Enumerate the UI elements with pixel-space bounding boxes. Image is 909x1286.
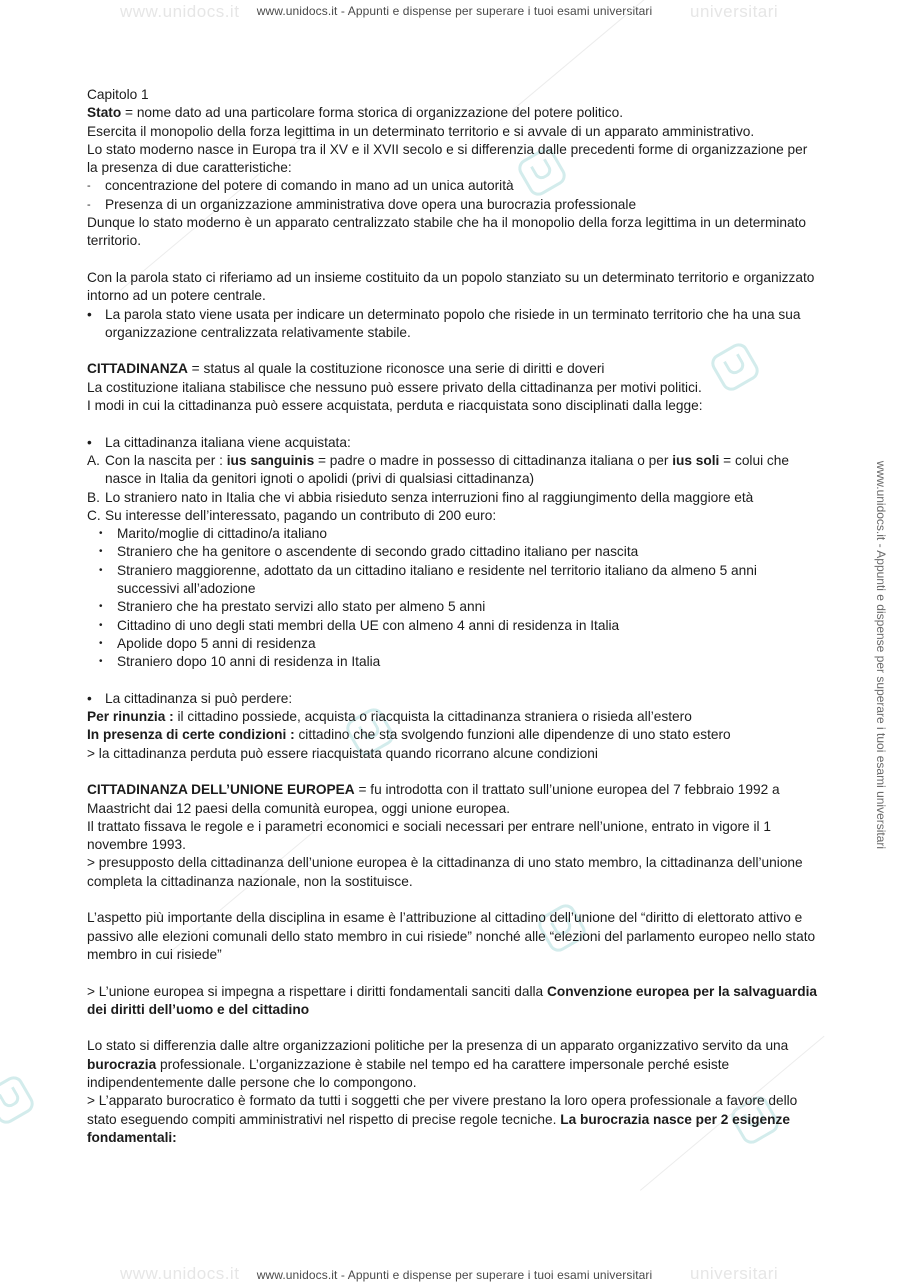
stato-text: = nome dato ad una particolare forma storica di organizzazione del potere politico.: [121, 105, 624, 121]
stato-term: Stato: [87, 105, 122, 121]
list-item-a: [87, 452, 817, 489]
paragraph: La costituzione italiana stabilisce che nessuno può essere privato della cittadinanza per motivi politici.: [87, 379, 702, 395]
apparato-text: > L’apparato burocratico è formato da tutti i soggetti che per vivere prestano la loro opera professionale a favore dello stato eseguendo compiti amministrativi nel rispetto di precise regole tecniche.: [87, 1093, 798, 1127]
sub-bullet-marker: •: [99, 546, 103, 558]
convenzione-term: Convenzione europea per la salvaguardia dei diritti dell’uomo e del cittadino: [87, 983, 817, 1017]
sub-list-item-text: Straniero che ha prestato servizi allo stato per almeno 5 anni: [117, 599, 486, 615]
ue-definition: [87, 781, 817, 818]
sub-list-item-text: Straniero che ha genitore o ascendente di secondo grado cittadino italiano per nascita: [117, 544, 639, 560]
letter-marker: C.: [87, 507, 101, 523]
list-item-text: Presenza di un organizzazione amministrativa dove opera una burocrazia professionale: [105, 196, 637, 212]
bullet-marker: •: [87, 306, 92, 322]
unidocs-logo-icon: [0, 1073, 37, 1128]
ghost-watermark-bottom-left: www.unidocs.it: [120, 1264, 240, 1283]
chapter-title: Capitolo 1: [87, 87, 149, 102]
list-item-text: La cittadinanza italiana viene acquistata:: [105, 434, 351, 450]
item-c-text: Su interesse dell’interessato, pagando un contributo di 200 euro:: [105, 507, 497, 523]
condizioni-text: cittadino che sta svolgendo funzioni alle dipendenze di uno stato estero: [294, 727, 731, 743]
sub-list-item-text: Straniero maggiorenne, adottato da un cittadino italiano e residente nel territorio italiano da almeno 5 anni successivi all’adozione: [117, 562, 757, 597]
convenzione-text: > L’unione europea si impegna a rispettare i diritti fondamentali sanciti dalla: [87, 983, 547, 999]
cittadinanza-term: CITTADINANZA: [87, 361, 188, 377]
bullet-marker: •: [87, 690, 92, 706]
convenzione-paragraph: [87, 983, 817, 1020]
bullet-marker: •: [87, 434, 92, 450]
ius-sanguinis-term: ius sanguinis: [226, 452, 315, 468]
list-item: [87, 306, 817, 343]
footer-watermark: www.unidocs.it - Appunti e dispense per superare i tuoi esami universitari: [256, 1268, 653, 1282]
esigenze-term: La burocrazia nasce per 2 esigenze fondamentali:: [87, 1111, 790, 1145]
ius-soli-term: ius soli: [672, 452, 720, 468]
ghost-watermark-top-left: www.unidocs.it: [120, 2, 240, 21]
stato-definition: [87, 104, 817, 122]
dash-marker: -: [87, 180, 91, 193]
sub-list-item: [87, 653, 817, 671]
item-a-text: = padre o madre in possesso di cittadinanza italiana o per: [314, 452, 673, 468]
sub-list-item: [87, 562, 817, 599]
burocrazia-text: professionale. L’organizzazione è stabile nel tempo ed ha carattere impersonale perché esiste indipendentemente dalle persone che lo compongono.: [87, 1056, 730, 1091]
list-item-text: La cittadinanza si può perdere:: [105, 690, 293, 706]
item-a-text: = colui che nasce in Italia da genitori ignoti o apolidi (privi di qualsiasi cittadinanza): [105, 452, 789, 487]
letter-marker: B.: [87, 489, 100, 505]
paragraph: > presupposto della cittadinanza dell’unione europea è la cittadinanza di uno stato membro, la cittadinanza dell’unione completa la cittadinanza nazionale, non la sostituisce.: [87, 855, 803, 889]
list-item-text: concentrazione del potere di comando in mano ad un unica autorità: [105, 178, 514, 194]
apparato-paragraph: [87, 1092, 817, 1147]
sub-list-item: [87, 525, 817, 543]
list-item-c: [87, 507, 817, 525]
list-item-b: [87, 489, 817, 507]
paragraph: I modi in cui la cittadinanza può essere acquistata, perduta e riacquistata sono disciplinati dalla legge:: [87, 398, 703, 414]
document-body: [87, 86, 817, 1147]
dash-marker: -: [87, 198, 91, 211]
item-b-text: Lo straniero nato in Italia che vi abbia risieduto senza interruzioni fino al raggiungimento della maggiore età: [105, 489, 754, 505]
sub-list-item: [87, 635, 817, 653]
sub-bullet-marker: •: [99, 637, 103, 649]
sub-bullet-marker: •: [99, 601, 103, 613]
paragraph: Con la parola stato ci riferiamo ad un insieme costituito da un popolo stanziato su un determinato territorio e organizzato intorno ad un potere centrale.: [87, 269, 815, 304]
cittadinanza-text: = status al quale la costituzione riconosce una serie di diritti e doveri: [187, 361, 605, 377]
paragraph: L’aspetto più importante della disciplina in esame è l’attribuzione al cittadino dell’unione del “diritto di elettorato attivo e passivo alle elezioni comunali dello stato membro in cui risiede” nonché alle “elezioni del parlamento europeo nello stato membro in cui risiede”: [87, 910, 816, 962]
sub-list-item: [87, 598, 817, 616]
condizioni-term: In presenza di certe condizioni :: [87, 727, 295, 743]
burocrazia-paragraph: [87, 1037, 817, 1092]
sub-bullet-marker: •: [99, 564, 103, 576]
paragraph: > la cittadinanza perduta può essere riacquistata quando ricorrano alcune condizioni: [87, 745, 598, 761]
paragraph: Il trattato fissava le regole e i parametri economici e sociali necessari per entrare nell’unione, entrato in vigore il 1 novembre 1993.: [87, 818, 771, 853]
list-item: [87, 177, 817, 195]
ghost-watermark-top-right: universitari: [690, 2, 779, 21]
cittadinanza-definition: [87, 360, 817, 378]
rinunzia-term: Per rinunzia :: [87, 709, 174, 725]
sub-bullet-marker: •: [99, 656, 103, 668]
item-a-text: Con la nascita per :: [105, 452, 227, 468]
paragraph: Dunque lo stato moderno è un apparato centralizzato stabile che ha il monopolio della forza legittima in un determinato territorio.: [87, 215, 807, 249]
sub-bullet-marker: •: [99, 528, 103, 540]
list-item: [87, 434, 817, 452]
paragraph: Esercita il monopolio della forza legittima in un determinato territorio e si avvale di un apparato amministrativo.: [87, 123, 755, 139]
sub-bullet-marker: •: [99, 619, 103, 631]
ue-text: = fu introdotta con il trattato sull’unione europea del 7 febbraio 1992 a Maastricht dai 12 paesi della comunità europea, oggi unione europea.: [87, 782, 780, 816]
list-item: [87, 690, 817, 708]
rinunzia-text: il cittadino possiede, acquista o riacquista la cittadinanza straniera o risieda all’estero: [173, 709, 692, 725]
side-watermark-right: www.unidocs.it - Appunti e dispense per superare i tuoi esami universitari: [874, 460, 889, 850]
rinunzia-paragraph: [87, 708, 817, 726]
ue-term: CITTADINANZA DELL’UNIONE EUROPEA: [87, 782, 355, 798]
sub-list-item-text: Straniero dopo 10 anni di residenza in Italia: [117, 654, 381, 670]
letter-marker: A.: [87, 452, 100, 468]
sub-list-item: [87, 617, 817, 635]
list-item-text: La parola stato viene usata per indicare un determinato popolo che risiede in un terminato territorio che ha una sua organizzazione centralizzata relativamente stabile.: [105, 306, 801, 340]
ghost-watermark-bottom-right: universitari: [690, 1264, 779, 1283]
burocrazia-text: Lo stato si differenzia dalle altre organizzazioni politiche per la presenza di un apparato organizzativo servito da una: [87, 1038, 789, 1054]
sub-list-item-text: Marito/moglie di cittadino/a italiano: [117, 526, 327, 542]
list-item: [87, 196, 817, 214]
header-watermark: www.unidocs.it - Appunti e dispense per superare i tuoi esami universitari: [256, 4, 653, 18]
sub-list-item: [87, 543, 817, 561]
paragraph: Lo stato moderno nasce in Europa tra il XV e il XVII secolo e si differenzia dalle precedenti forme di organizzazione per la presenza di due caratteristiche:: [87, 141, 808, 176]
condizioni-paragraph: [87, 726, 817, 744]
sub-list-item-text: Apolide dopo 5 anni di residenza: [117, 635, 316, 651]
sub-list-item-text: Cittadino di uno degli stati membri della UE con almeno 4 anni di residenza in Italia: [117, 617, 620, 633]
burocrazia-term: burocrazia: [87, 1056, 157, 1072]
